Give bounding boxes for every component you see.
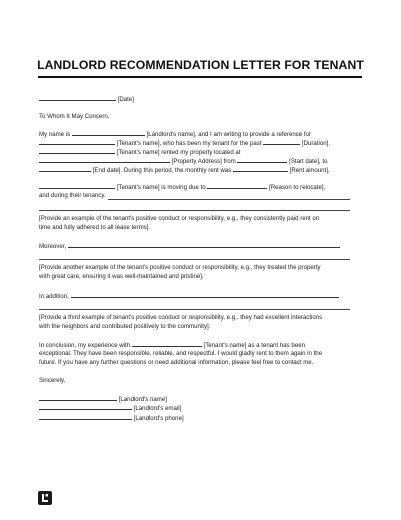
start-date-blank[interactable] xyxy=(237,157,287,163)
in-addition-line xyxy=(39,292,339,301)
p2-line-2: and during their tenancy. xyxy=(39,192,106,199)
title-underline xyxy=(38,76,362,78)
landlord-email-blank[interactable] xyxy=(39,404,132,410)
tenant-name-blank[interactable] xyxy=(132,341,202,347)
document-title: LANDLORD RECOMMENDATION LETTER FOR TENANT xyxy=(37,58,364,72)
property-address-blank[interactable] xyxy=(39,157,170,163)
example-1-line-2: time and fully adhered to all lease terms]. xyxy=(39,224,151,231)
p1-text: [Landlord's name], and I am writing to provide a reference for xyxy=(146,131,311,138)
p1-line-3 xyxy=(39,148,241,157)
conclusion-text: [Tenant's name] as a tenant has been xyxy=(203,342,305,349)
p2-text: [Tenant's name] is moving due to xyxy=(116,184,206,191)
landlord-phone-blank[interactable] xyxy=(39,414,132,420)
signature-label: [Landlord's email] xyxy=(133,405,182,412)
conclusion-line-1 xyxy=(39,341,305,350)
tenant-name-blank[interactable] xyxy=(39,183,115,189)
p1-text: [Tenant's name] rented my property located at xyxy=(116,149,241,156)
p1-text: [Start date], to xyxy=(289,158,328,165)
p1-line-2 xyxy=(39,139,330,148)
fill-line[interactable] xyxy=(39,309,350,310)
p1-line-5 xyxy=(39,166,330,175)
signature-phone-line xyxy=(39,414,184,423)
example-1-line-1: [Provide an example of the tenant's positive conduct or responsibility, e.g., they consistently paid rent on xyxy=(39,215,320,222)
fill-line[interactable] xyxy=(39,259,350,260)
reason-blank[interactable] xyxy=(207,183,267,189)
brand-logo-icon xyxy=(38,491,52,505)
moreover-blank[interactable] xyxy=(68,242,340,248)
conclusion-text: In conclusion, my experience with xyxy=(39,342,131,349)
p1-line-4 xyxy=(39,157,327,166)
moreover-text: Moreover, xyxy=(39,243,67,250)
tenant-name-blank[interactable] xyxy=(39,148,115,154)
example-2-line-2: with great care, ensuring it was well-maintained and pristine]. xyxy=(39,273,204,280)
closing: Sincerely, xyxy=(39,377,66,384)
p1-text: [Property Address] from xyxy=(171,158,236,165)
end-date-blank[interactable] xyxy=(39,166,91,172)
fill-line[interactable] xyxy=(39,210,350,211)
date-label: [Date] xyxy=(117,96,134,103)
duration-blank[interactable] xyxy=(263,139,300,145)
p1-text: [Duration]. xyxy=(301,140,331,147)
rent-amount-blank[interactable] xyxy=(233,166,288,172)
conclusion-line-2: exceptional. They have been responsible, reliable, and respectful. I would gladly rent to them again in the xyxy=(39,350,323,357)
signature-email-line xyxy=(39,404,181,413)
signature-name-line xyxy=(39,395,167,404)
landlord-name-blank[interactable] xyxy=(72,130,145,136)
salutation: To Whom It May Concern, xyxy=(39,113,110,120)
p1-text: [End date]. During this period, the monthly rent was xyxy=(92,167,232,174)
example-3-line-2: with the neighbors and contributed positively to the community]. xyxy=(39,323,211,330)
example-2-line-1: [Provide another example of the tenant's positive conduct or responsibility, e.g., they treated the property xyxy=(39,264,321,271)
p1-text: [Rent amount]. xyxy=(289,167,330,174)
conclusion-line-3: future. If you have any further questions or need additional information, please feel free to contact me. xyxy=(39,359,314,366)
p2-text: [Reason to relocate], xyxy=(269,184,326,191)
p1-line-1 xyxy=(39,130,311,139)
p1-text: My name is xyxy=(39,131,71,138)
landlord-name-blank[interactable] xyxy=(39,395,117,401)
moreover-line xyxy=(39,242,340,251)
date-blank[interactable] xyxy=(39,95,116,101)
tenant-name-blank[interactable] xyxy=(39,139,115,145)
p2-line-1 xyxy=(39,183,325,192)
in-addition-text: In addition, xyxy=(39,293,69,300)
signature-label: [Landlord's phone] xyxy=(133,415,184,422)
signature-label: [Landlord's name] xyxy=(118,396,167,403)
in-addition-blank[interactable] xyxy=(71,292,339,298)
p1-text: [Tenant's name], who has been my tenant for the past xyxy=(116,140,262,147)
example-3-line-1: [Provide a third example of tenant's positive conduct or responsibility, e.g., they had excellent interactions xyxy=(39,314,323,321)
date-line xyxy=(39,95,134,104)
